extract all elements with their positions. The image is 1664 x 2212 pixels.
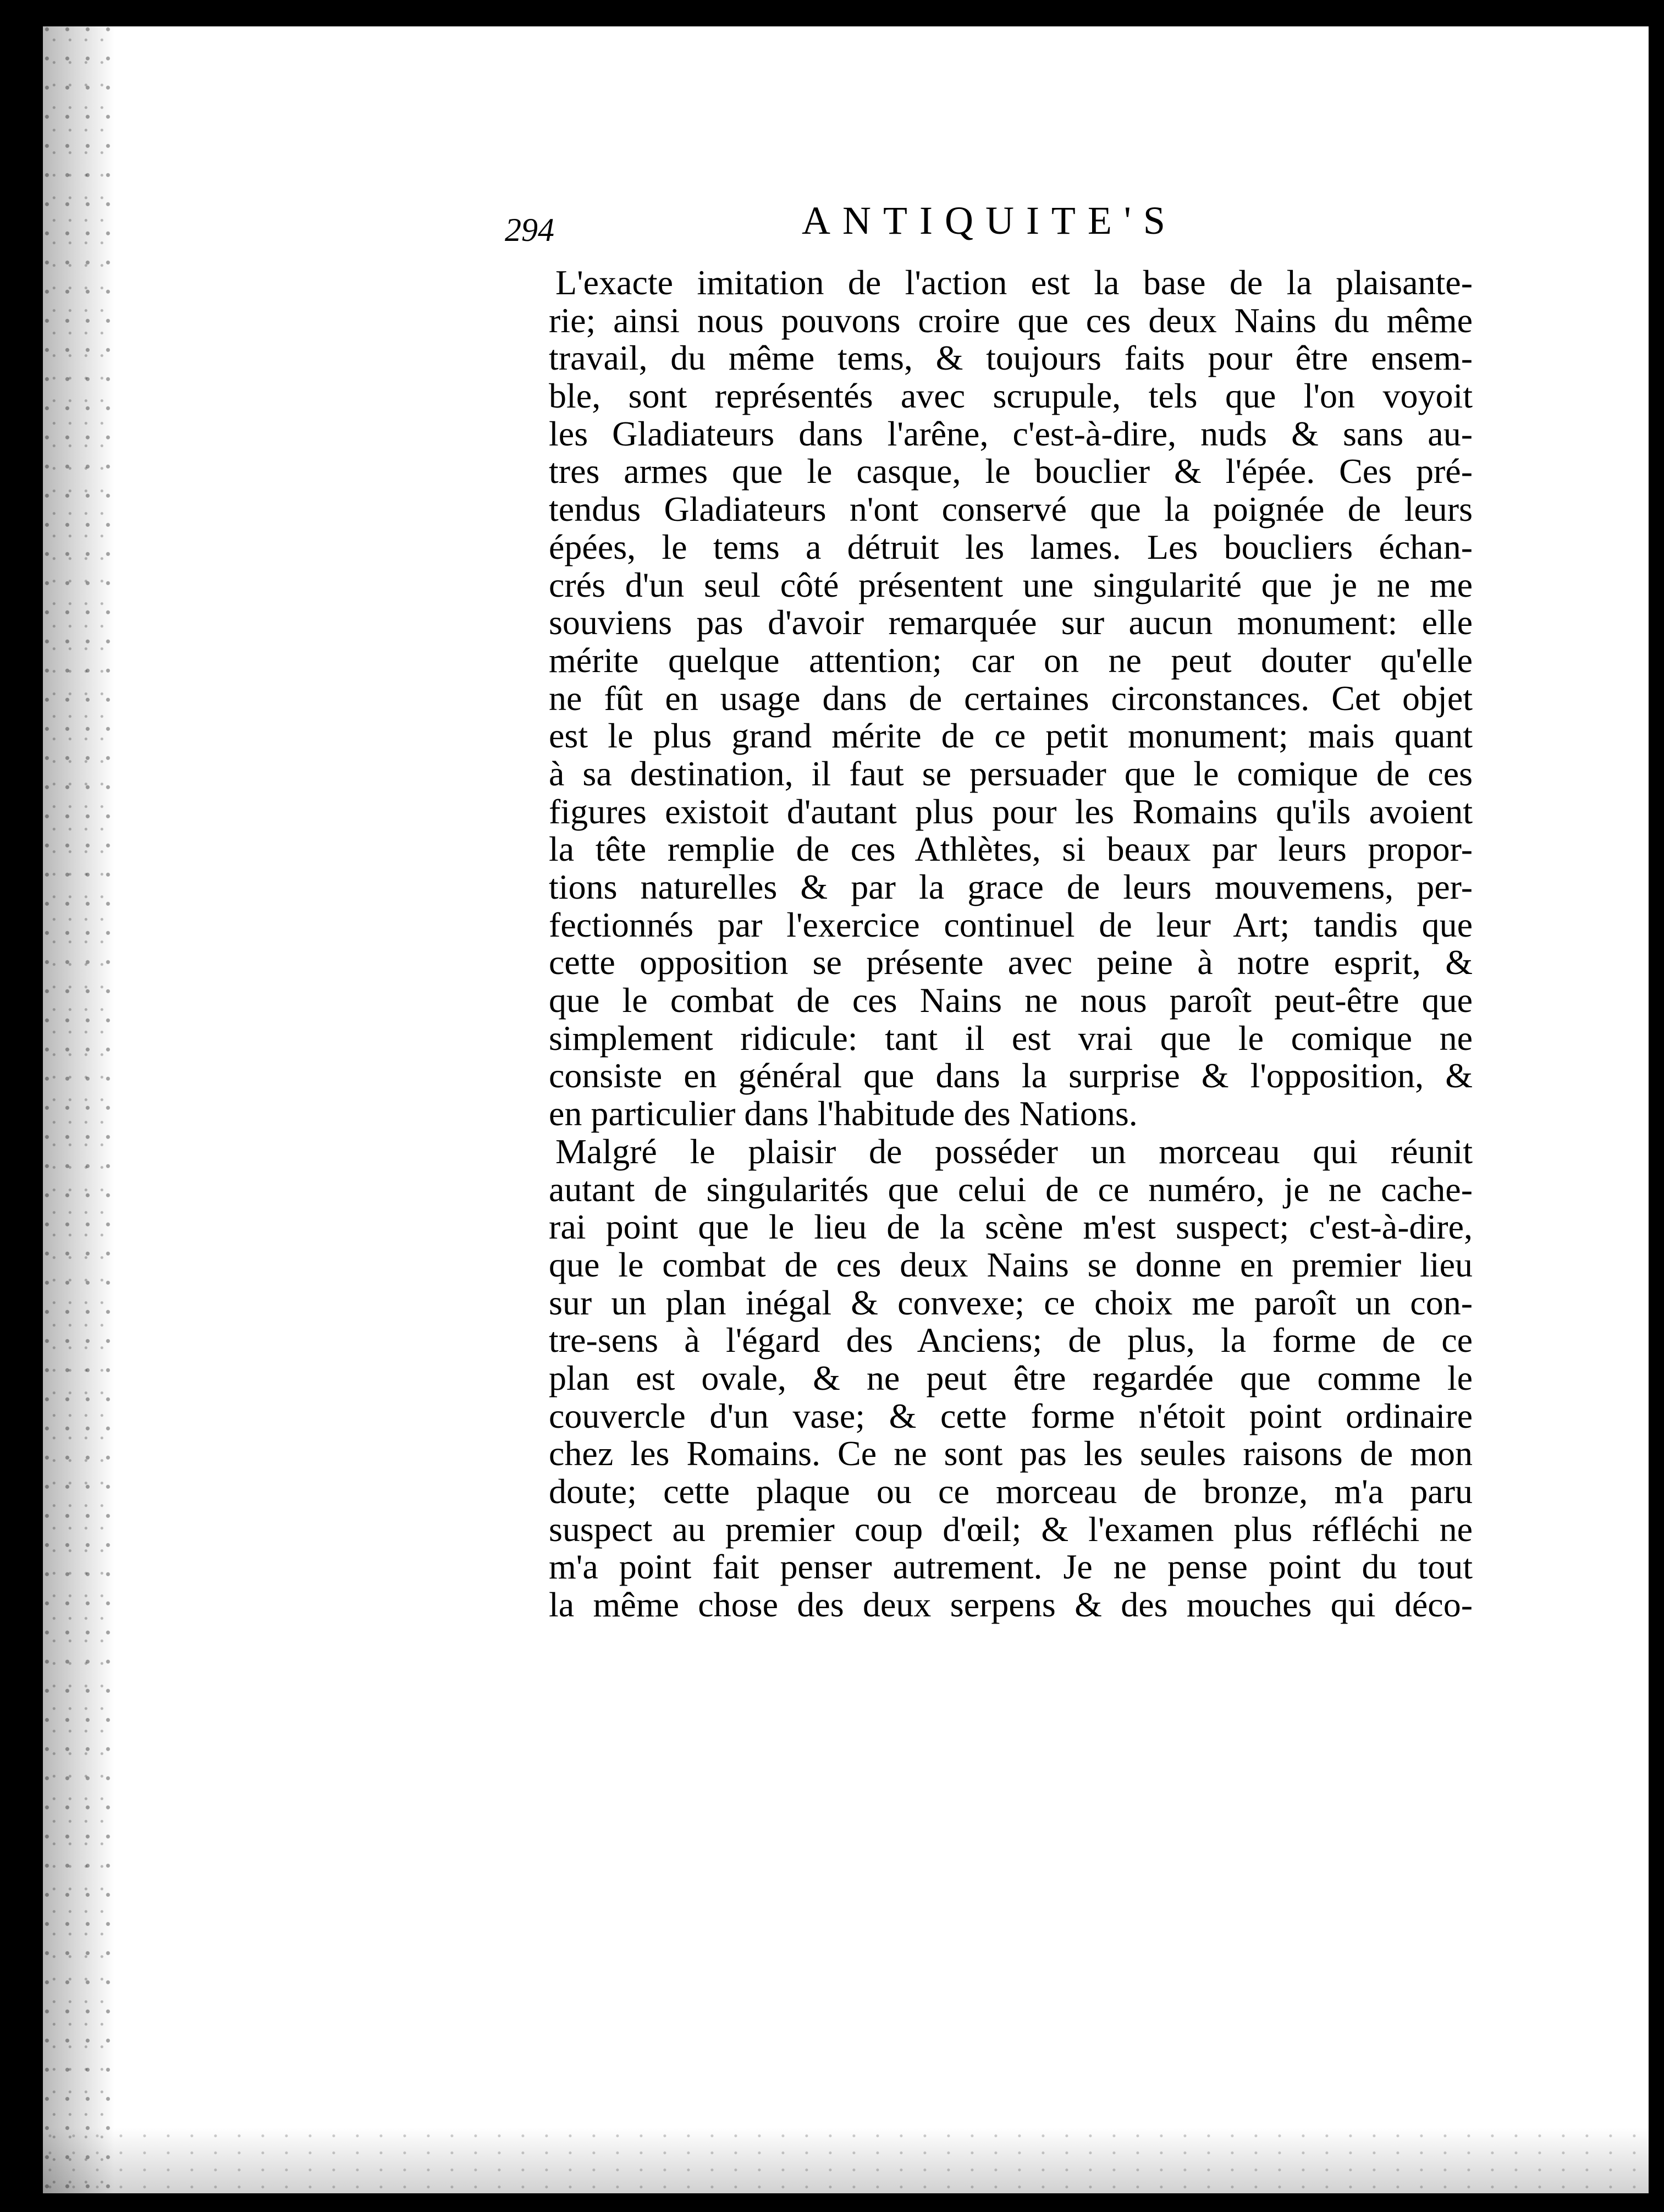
- text-line: simplement ridicule: tant il est vrai que le comique ne: [549, 1018, 1473, 1058]
- text-line: figures existoit d'autant plus pour les Romains qu'ils avoient: [549, 791, 1473, 831]
- paragraph-2: [549, 1133, 1473, 1624]
- text-line: couvercle d'un vase; & cette forme n'étoit point ordinaire: [549, 1396, 1473, 1435]
- paragraph-1: [549, 264, 1473, 1133]
- text-line: est le plus grand mérite de ce petit monument; mais quant: [549, 716, 1473, 756]
- text-line: suspect au premier coup d'œil; & l'examen plus réfléchi ne: [549, 1509, 1473, 1549]
- text-line: crés d'un seul côté présentent une singularité que je ne me: [549, 565, 1473, 604]
- text-line: fectionnés par l'exercice continuel de leur Art; tandis que: [549, 905, 1473, 944]
- text-line: cette opposition se présente avec peine à notre esprit, &: [549, 943, 1473, 982]
- text-line: rie; ainsi nous pouvons croire que ces deux Nains du même: [549, 300, 1473, 340]
- text-line: souviens pas d'avoir remarquée sur aucun monument: elle: [549, 603, 1473, 642]
- text-line: chez les Romains. Ce ne sont pas les seules raisons de mon: [549, 1434, 1473, 1473]
- text-line: autant de singularités que celui de ce numéro, je ne cache-: [549, 1169, 1473, 1209]
- text-line: mérite quelque attention; car on ne peut douter qu'elle: [549, 640, 1473, 680]
- text-line: à sa destination, il faut se persuader que le comique de ces: [549, 753, 1473, 793]
- text-line: que le combat de ces Nains ne nous paroît peut-être que: [549, 981, 1473, 1020]
- text-line: en particulier dans l'habitude des Nations.: [549, 1094, 1138, 1133]
- text-line: rai point que le lieu de la scène m'est suspect; c'est-à-dire,: [549, 1207, 1473, 1247]
- text-line: tre-sens à l'égard des Anciens; de plus, la forme de ce: [549, 1320, 1473, 1360]
- text-line: sur un plan inégal & convexe; ce choix me paroît un con-: [549, 1283, 1473, 1322]
- text-line: ble, sont représentés avec scrupule, tels que l'on voyoit: [549, 376, 1473, 416]
- text-line: m'a point fait penser autrement. Je ne pense point du tout: [549, 1547, 1473, 1587]
- text-line: tions naturelles & par la grace de leurs mouvemens, per-: [549, 867, 1473, 906]
- text-line: plan est ovale, & ne peut être regardée que comme le: [549, 1358, 1473, 1397]
- text-line: la tête remplie de ces Athlètes, si beaux par leurs propor-: [549, 829, 1473, 869]
- text-line: que le combat de ces deux Nains se donne en premier lieu: [549, 1245, 1473, 1284]
- text-line: ne fût en usage dans de certaines circonstances. Cet objet: [549, 678, 1473, 718]
- running-title: ANTIQUITE'S: [802, 199, 1177, 243]
- text-line: Malgré le plaisir de posséder un morceau qui réunit: [555, 1131, 1473, 1171]
- text-line: épées, le tems a détruit les lames. Les boucliers échan-: [549, 527, 1473, 566]
- text-line: doute; cette plaque ou ce morceau de bronze, m'a paru: [549, 1472, 1473, 1511]
- scan-edge-shadow: [43, 26, 114, 2193]
- text-line: tendus Gladiateurs n'ont conservé que la poignée de leurs: [549, 489, 1473, 529]
- text-line: tres armes que le casque, le bouclier & l'épée. Ces pré-: [549, 452, 1473, 491]
- text-line: les Gladiateurs dans l'arêne, c'est-à-dire, nuds & sans au-: [549, 414, 1473, 453]
- text-line: travail, du même tems, & toujours faits pour être ensem-: [549, 338, 1473, 378]
- book-page: [43, 26, 1649, 2193]
- page-header: [505, 180, 1451, 246]
- text-line: L'exacte imitation de l'action est la base de la plaisante-: [555, 263, 1473, 302]
- text-line: consiste en général que dans la surprise & l'opposition, &: [549, 1056, 1473, 1096]
- scan-bottom-shadow: [43, 2127, 1649, 2193]
- page-number: 294: [505, 212, 554, 248]
- text-line: la même chose des deux serpens & des mouches qui déco-: [549, 1585, 1473, 1625]
- body-text: [549, 264, 1473, 1624]
